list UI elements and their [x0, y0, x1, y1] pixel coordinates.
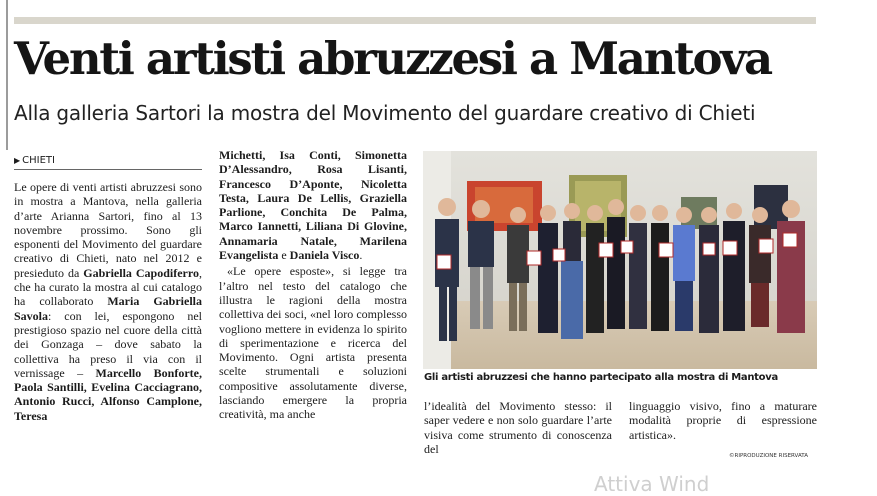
header-bar: [14, 17, 816, 24]
artist-list: Marcello Bonforte, Paola Santilli, Evelina Cacciagrano, Antonio Rucci, Alfonso Camplone, Teresa: [14, 365, 202, 423]
photo-caption: Gli artisti abruzzesi che hanno partecipato alla mostra di Mantova: [424, 372, 778, 383]
collaborator-name: Maria Gabriella Savola: [14, 294, 202, 323]
group-photo: [423, 151, 817, 369]
catalog-quote: «Le opere esposte», si legge tra l’altro nel testo del catalogo che illustra le ragioni della mostra collettiva dei soci, «nel loro complesso vogliono mettere in evidenza lo spirito di sperimentazione e ricerca del Movimento. Ogni artista presenta scelte strumentali e soluzioni compositive assolutamente diverse, lasciando emergere la propria creatività, ma anche: [219, 264, 407, 422]
article-subtitle: Alla galleria Sartori la mostra del Movimento del guardare creativo di Chieti: [14, 101, 756, 125]
activation-watermark: Attiva Wind: [594, 472, 710, 496]
article-headline: Venti artisti abruzzesi a Mantova: [14, 32, 771, 85]
text-column-2: [219, 148, 407, 422]
section-label: [14, 153, 202, 170]
author-name: Gabriella Capodiferro: [83, 265, 199, 280]
section-name: CHIETI: [22, 155, 55, 166]
triangle-icon: ▶: [14, 156, 21, 165]
copyright-notice: ©RIPRODUZIONE RISERVATA: [729, 453, 809, 459]
text-column-1: Le opere di venti artisti abruzzesi sono in mostra a Mantova, nella galleria d’arte Arianna Sartori, fino al 13 novembre prossimo. Sono gli esponenti del Movimento del guardare creativo di Chieti, nato nel 2012 e presieduto da Gabriella Capodiferro, che ha curato la mostra al cui catalogo ha collaborato Maria Gabriella Savola: con lei, espongono nel prestigioso spazio nel cuore della città dei Gonzaga – dove sabato la collettiva ha preso il via con il vernissage – Marcello Bonforte, Paola Santilli, Evelina Cacciagrano, Antonio Rucci, Alfonso Camplone, Teresa: [14, 180, 202, 423]
page-edge-line: [6, 0, 8, 150]
text-column-3: l’idealità del Movimento stesso: il saper vedere e non solo guardare l’arte visiva come strumento di conoscenza del: [424, 399, 612, 456]
text-column-4: linguaggio visivo, fino a maturare modalità proprie di espressione artistica».: [629, 399, 817, 442]
artist-list-continued: Michetti, Isa Conti, Simonetta D’Alessandro, Rosa Lisanti, Francesco D’Aponte, Nicoletta Testa, Laura De Lellis, Graziella Parlione, Conchita De Palma, Marco Iannetti, Liliana Di Glovine, Annamaria Natale, Marilena Evangelista e Daniela Visco.: [219, 148, 407, 263]
